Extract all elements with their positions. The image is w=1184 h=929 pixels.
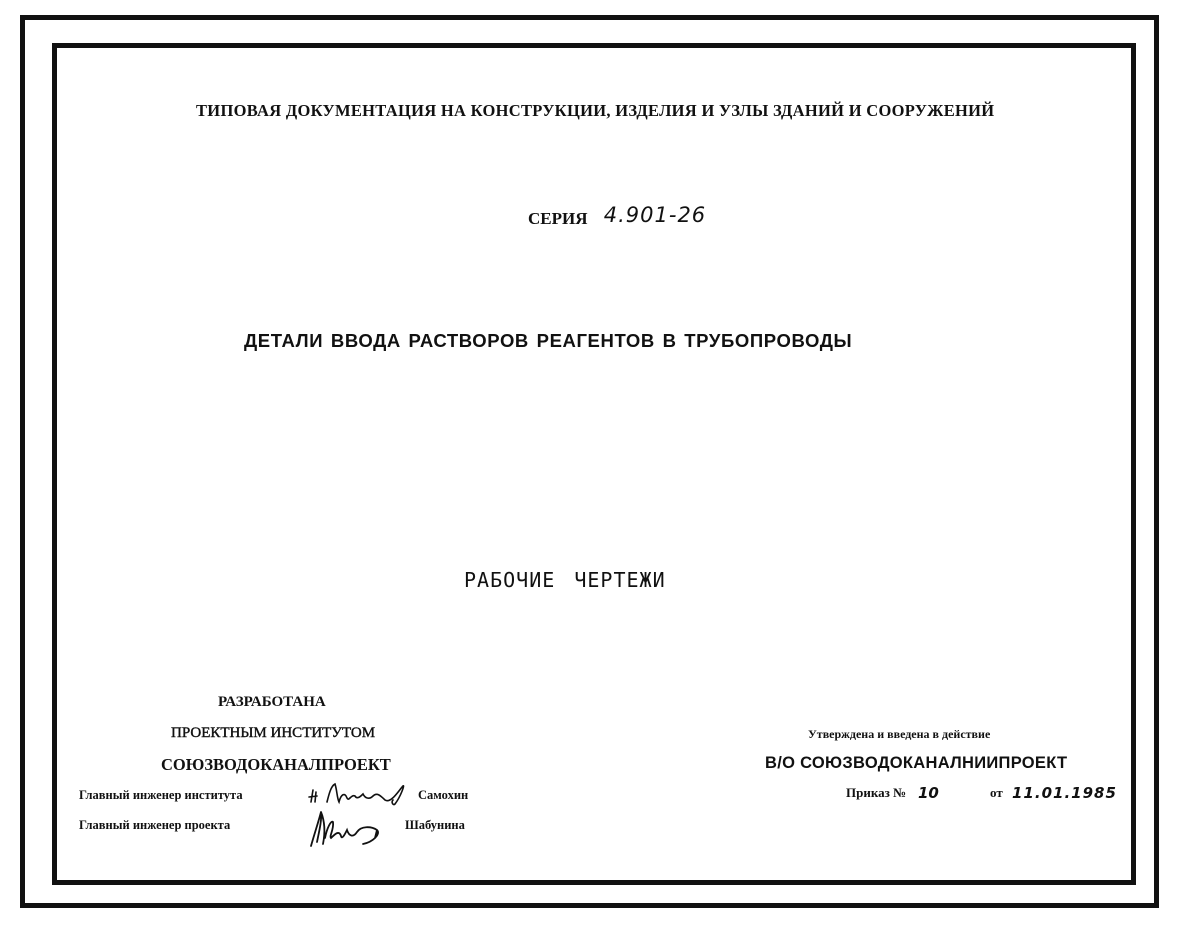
- order-date: 11.01.1985: [1012, 784, 1117, 802]
- signature-1: [307, 780, 412, 810]
- collection-title: ТИПОВАЯ ДОКУМЕНТАЦИЯ НА КОНСТРУКЦИИ, ИЗДЕЛИЯ И УЗЛЫ ЗДАНИЙ И СООРУЖЕНИЙ: [196, 101, 995, 120]
- series-line: [528, 205, 706, 229]
- signatory-role-2: Главный инженер проекта: [79, 818, 231, 832]
- date-label: от: [990, 785, 1003, 800]
- signatory-name-2: Шабунина: [405, 818, 465, 832]
- series-label: СЕРИЯ: [528, 209, 588, 228]
- signature-2: [307, 808, 392, 850]
- document-type: РАБОЧИЕ ЧЕРТЕЖИ: [464, 568, 666, 592]
- signatory-name-1: Самохин: [418, 788, 469, 802]
- order-number: 10: [918, 784, 939, 802]
- approval-organization: В/О СОЮЗВОДОКАНАЛНИИПРОЕКТ: [765, 754, 1068, 772]
- series-number: 4.901-26: [603, 203, 707, 227]
- signatory-role-1: Главный инженер института: [79, 788, 243, 802]
- developer-line-2: ПРОЕКТНЫМ ИНСТИТУТОМ: [171, 725, 376, 741]
- order-label: Приказ №: [846, 785, 907, 800]
- document-title: ДЕТАЛИ ВВОДА РАСТВОРОВ РЕАГЕНТОВ В ТРУБОПРОВОДЫ: [244, 330, 853, 351]
- developer-organization: СОЮЗВОДОКАНАЛПРОЕКТ: [161, 755, 391, 774]
- approval-line-1: Утверждена и введена в действие: [808, 727, 991, 741]
- developer-line-1: РАЗРАБОТАНА: [218, 694, 326, 710]
